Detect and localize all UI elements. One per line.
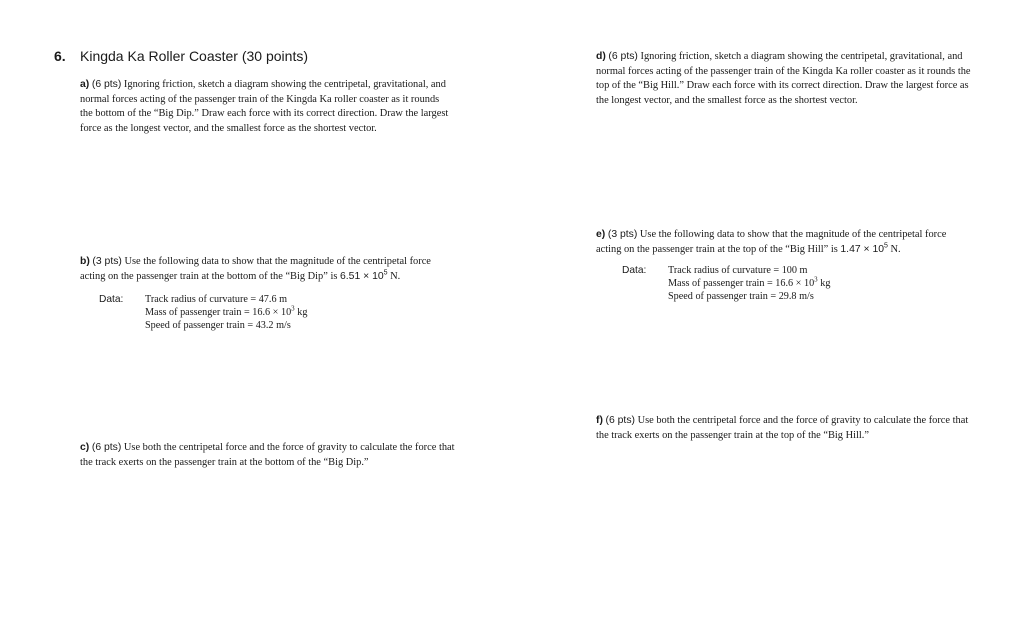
question-c-points: (6 pts) — [91, 442, 122, 453]
question-b-mass — [145, 306, 307, 319]
question-c — [80, 441, 460, 470]
question-e-points: (3 pts) — [607, 229, 638, 240]
question-e-mass-unit: kg — [817, 278, 831, 289]
question-e — [596, 228, 972, 257]
question-e-data-row — [622, 264, 830, 303]
question-a-label: a) — [80, 79, 90, 90]
question-f — [596, 414, 982, 443]
question-f-points: (6 pts) — [605, 415, 635, 426]
question-e-mass — [668, 277, 830, 290]
question-e-label: e) — [596, 229, 606, 240]
question-e-mass-prefix: Mass of passenger train = 16.6 × 10 — [668, 278, 815, 289]
question-b — [80, 255, 452, 284]
question-b-points: (3 pts) — [92, 256, 122, 267]
question-e-data-list — [668, 264, 830, 303]
problem-number: 6. — [54, 48, 66, 64]
question-b-text: Use the following data to show that the magnitude of the centripetal force acting on the passenger train at the bottom of the “Big Dip” is — [80, 256, 431, 282]
question-e-text: Use the following data to show that the magnitude of the centripetal force acting on the passenger train at the top of the “Big Hill” is — [596, 229, 947, 255]
question-b-data-list — [145, 293, 307, 332]
question-d-text: Ignoring friction, sketch a diagram showing the centripetal, gravitational, and normal forces acting of the passenger train of the Kingda Ka roller coaster as it rounds the top of the “Big Hill.” Draw each force with its correct direction. Draw the largest force as the longest vector, and the smallest force as the shortest vector. — [596, 51, 971, 107]
question-b-data-row — [99, 293, 307, 332]
question-b-answer-mantissa: 6.51 × 10 — [340, 270, 384, 282]
question-b-radius: Track radius of curvature = 47.6 m — [145, 294, 288, 305]
question-e-mass-exponent: 3 — [814, 275, 818, 284]
question-b-answer-unit: N. — [387, 270, 401, 282]
question-b-data-label: Data: — [99, 294, 124, 305]
question-e-radius: Track radius of curvature = 100 m — [668, 265, 808, 276]
question-d-label: d) — [596, 51, 606, 62]
question-e-data-label: Data: — [622, 265, 647, 276]
question-b-answer — [340, 271, 388, 282]
question-e-data — [622, 264, 830, 303]
question-e-answer — [840, 244, 888, 255]
problem-heading — [54, 47, 308, 65]
question-c-label: c) — [80, 442, 90, 453]
question-b-label: b) — [80, 256, 90, 267]
question-b-mass-prefix: Mass of passenger train = 16.6 × 10 — [145, 307, 292, 318]
question-d-points: (6 pts) — [608, 51, 638, 62]
question-b-data — [99, 293, 307, 332]
question-b-speed: Speed of passenger train = 43.2 m/s — [145, 320, 291, 331]
question-a-points: (6 pts) — [91, 79, 122, 90]
question-f-label: f) — [596, 415, 603, 426]
question-e-answer-mantissa: 1.47 × 10 — [840, 243, 885, 255]
question-d — [596, 50, 978, 109]
question-e-speed: Speed of passenger train = 29.8 m/s — [668, 291, 814, 302]
question-a-text: Ignoring friction, sketch a diagram showing the centripetal, gravitational, and normal forces acting of the passenger train of the Kingda Ka roller coaster as it rounds the bottom of the “Big Dip.” Draw each force with its correct direction. Draw the largest force as the longest vector, and the smallest force as the shortest vector. — [80, 79, 449, 135]
question-b-mass-exponent: 3 — [291, 304, 295, 313]
problem-title: Kingda Ka Roller Coaster (30 points) — [80, 48, 309, 64]
question-c-text: Use both the centripetal force and the force of gravity to calculate the force that the track exerts on the passenger train at the bottom of the “Big Dip.” — [80, 442, 455, 468]
question-a — [80, 78, 452, 137]
question-e-answer-unit: N. — [887, 243, 901, 255]
question-b-mass-unit: kg — [294, 307, 308, 318]
question-f-text: Use both the centripetal force and the force of gravity to calculate the force that the track exerts on the passenger train at the top of the “Big Hill.” — [596, 415, 969, 441]
question-e-answer-exponent: 5 — [884, 242, 888, 250]
question-b-answer-exponent: 5 — [383, 269, 388, 277]
